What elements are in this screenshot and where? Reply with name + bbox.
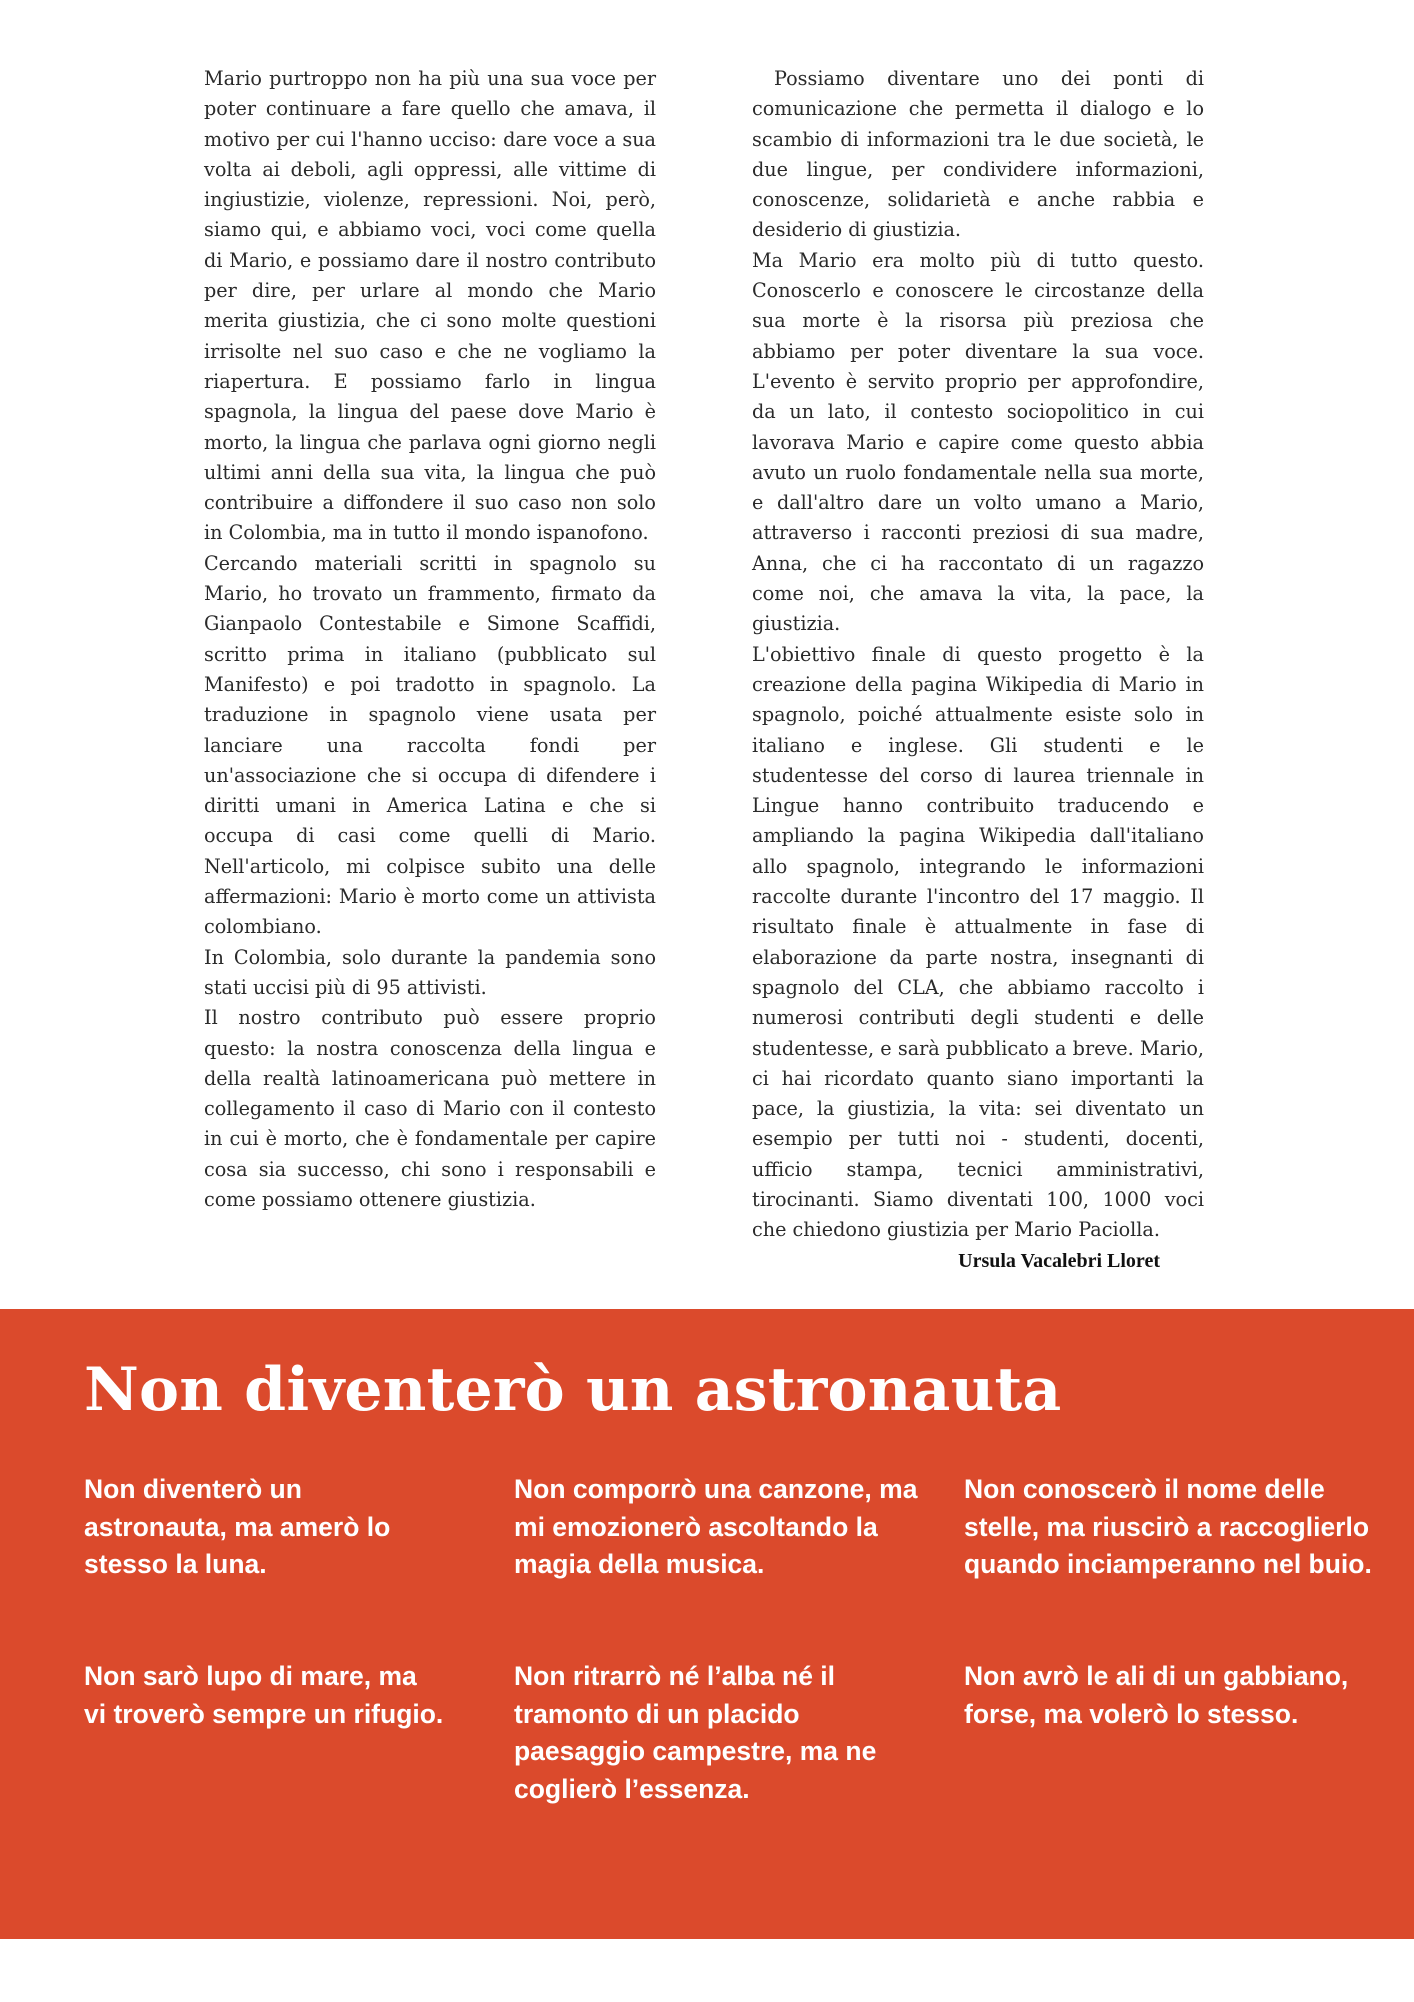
article-paragraph: Il nostro contributo può essere proprio questo: la nostra conoscenza della lingua e della realtà latinoamericana può mettere in collegamento il caso di Mario con il contesto in cui è morto, che è fondamentale per capire cosa sia successo, chi sono i responsabili e come possiamo ottenere giustizia.: [204, 1006, 656, 1211]
article-paragraph: Ma Mario era molto più di tutto questo. Conoscerlo e conoscere le circostanze della sua morte è la risorsa più preziosa che abbiamo per poter diventare la sua voce. L'evento è servito proprio per approfondire, da un lato, il contesto sociopolitico in cui lavorava Mario e capire come questo abbia avuto un ruolo fondamentale nella sua morte, e dall'altro dare un volto umano a Mario, attraverso i racconti preziosi di sua madre, Anna, che ci ha raccontato di un ragazzo come noi, che amava la vita, la pace, la giustizia.: [752, 248, 1204, 636]
article-body: [204, 64, 1204, 1246]
poem-title: Non diventerò un astronauta: [84, 1355, 1062, 1425]
article-author: Ursula Vacalebri Lloret: [958, 1250, 1160, 1272]
poem-stanza: Non sarò lupo di mare, ma vi troverò sempre un rifugio.: [84, 1661, 444, 1729]
poem-stanza: Non diventerò un astronauta, ma amerò lo stesso la luna.: [84, 1474, 391, 1579]
article-paragraph: Mario purtroppo non ha più una sua voce per poter continuare a fare quello che amava, il motivo per cui l'hanno ucciso: dare voce a sua volta ai deboli, agli oppressi, alle vittime di ingiustizie, violenze, repressioni. Noi, però, siamo qui, e abbiamo voci, voci come quella di Mario, e possiamo dare il nostro contributo per dire, per urlare al mondo che Mario merita giustizia, che ci sono molte questioni irrisolte nel suo caso e che ne vogliamo la riapertura. E possiamo farlo in lingua spagnola, la lingua del paese dove Mario è morto, la lingua che parlava ogni giorno negli ultimi anni della sua vita, la lingua che può contribuire a diffondere il suo caso non solo in Colombia, ma in tutto il mondo ispanofono.: [204, 67, 656, 545]
poem-stanza: Non ritrarrò né l’alba né il tramonto di un placido paesaggio campestre, ma ne coglierò l’essenza.: [514, 1661, 877, 1804]
article-left-column: [204, 64, 656, 1246]
article-paragraph: L'obiettivo finale di questo progetto è la creazione della pagina Wikipedia di Mario in spagnolo, poiché attualmente esiste solo in italiano e inglese. Gli studenti e le studentesse del corso di laurea triennale in Lingue hanno contribuito traducendo e ampliando la pagina Wikipedia dall'italiano allo spagnolo, integrando le informazioni raccolte durante l'incontro del 17 maggio. Il risultato finale è attualmente in fase di elaborazione da parte nostra, insegnanti di spagnolo del CLA, che abbiamo raccolto i numerosi contributi degli studenti e delle studentesse, e sarà pubblicato a breve. Mario, ci hai ricordato quanto siano importanti la pace, la giustizia, la vita: sei diventato un esempio per tutti noi - studenti, docenti, ufficio stampa, tecnici amministrativi, tirocinanti. Siamo diventati 100, 1000 voci che chiedono giustizia per Mario Paciolla.: [752, 642, 1204, 1242]
article-paragraph: Cercando materiali scritti in spagnolo su Mario, ho trovato un frammento, firmato da Gianpaolo Contestabile e Simone Scaffidi, scritto prima in italiano (pubblicato sul Manifesto) e poi tradotto in spagnolo. La traduzione in spagnolo viene usata per lanciare una raccolta fondi per un'associazione che si occupa di difendere i diritti umani in America Latina e che si occupa di casi come quelli di Mario. Nell'articolo, mi colpisce subito una delle affermazioni: Mario è morto come un attivista colombiano.: [204, 551, 656, 939]
poem-section: [0, 1309, 1414, 1939]
article-paragraph: Possiamo diventare uno dei ponti di comunicazione che permetta il dialogo e lo scambio di informazioni tra le due società, le due lingue, per condividere informazioni, conoscenze, solidarietà e anche rabbia e desiderio di giustizia.: [752, 67, 1204, 242]
poem-stanza: Non avrò le ali di un gabbiano, forse, ma volerò lo stesso.: [964, 1661, 1349, 1729]
article-paragraph: In Colombia, solo durante la pandemia sono stati uccisi più di 95 attivisti.: [204, 945, 656, 999]
article-right-column: [752, 64, 1204, 1246]
poem-stanza: Non conoscerò il nome delle stelle, ma riuscirò a raccoglierlo quando inciamperanno nel buio.: [964, 1474, 1372, 1579]
poem-stanza: Non comporrò una canzone, ma mi emozionerò ascoltando la magia della musica.: [514, 1474, 918, 1579]
